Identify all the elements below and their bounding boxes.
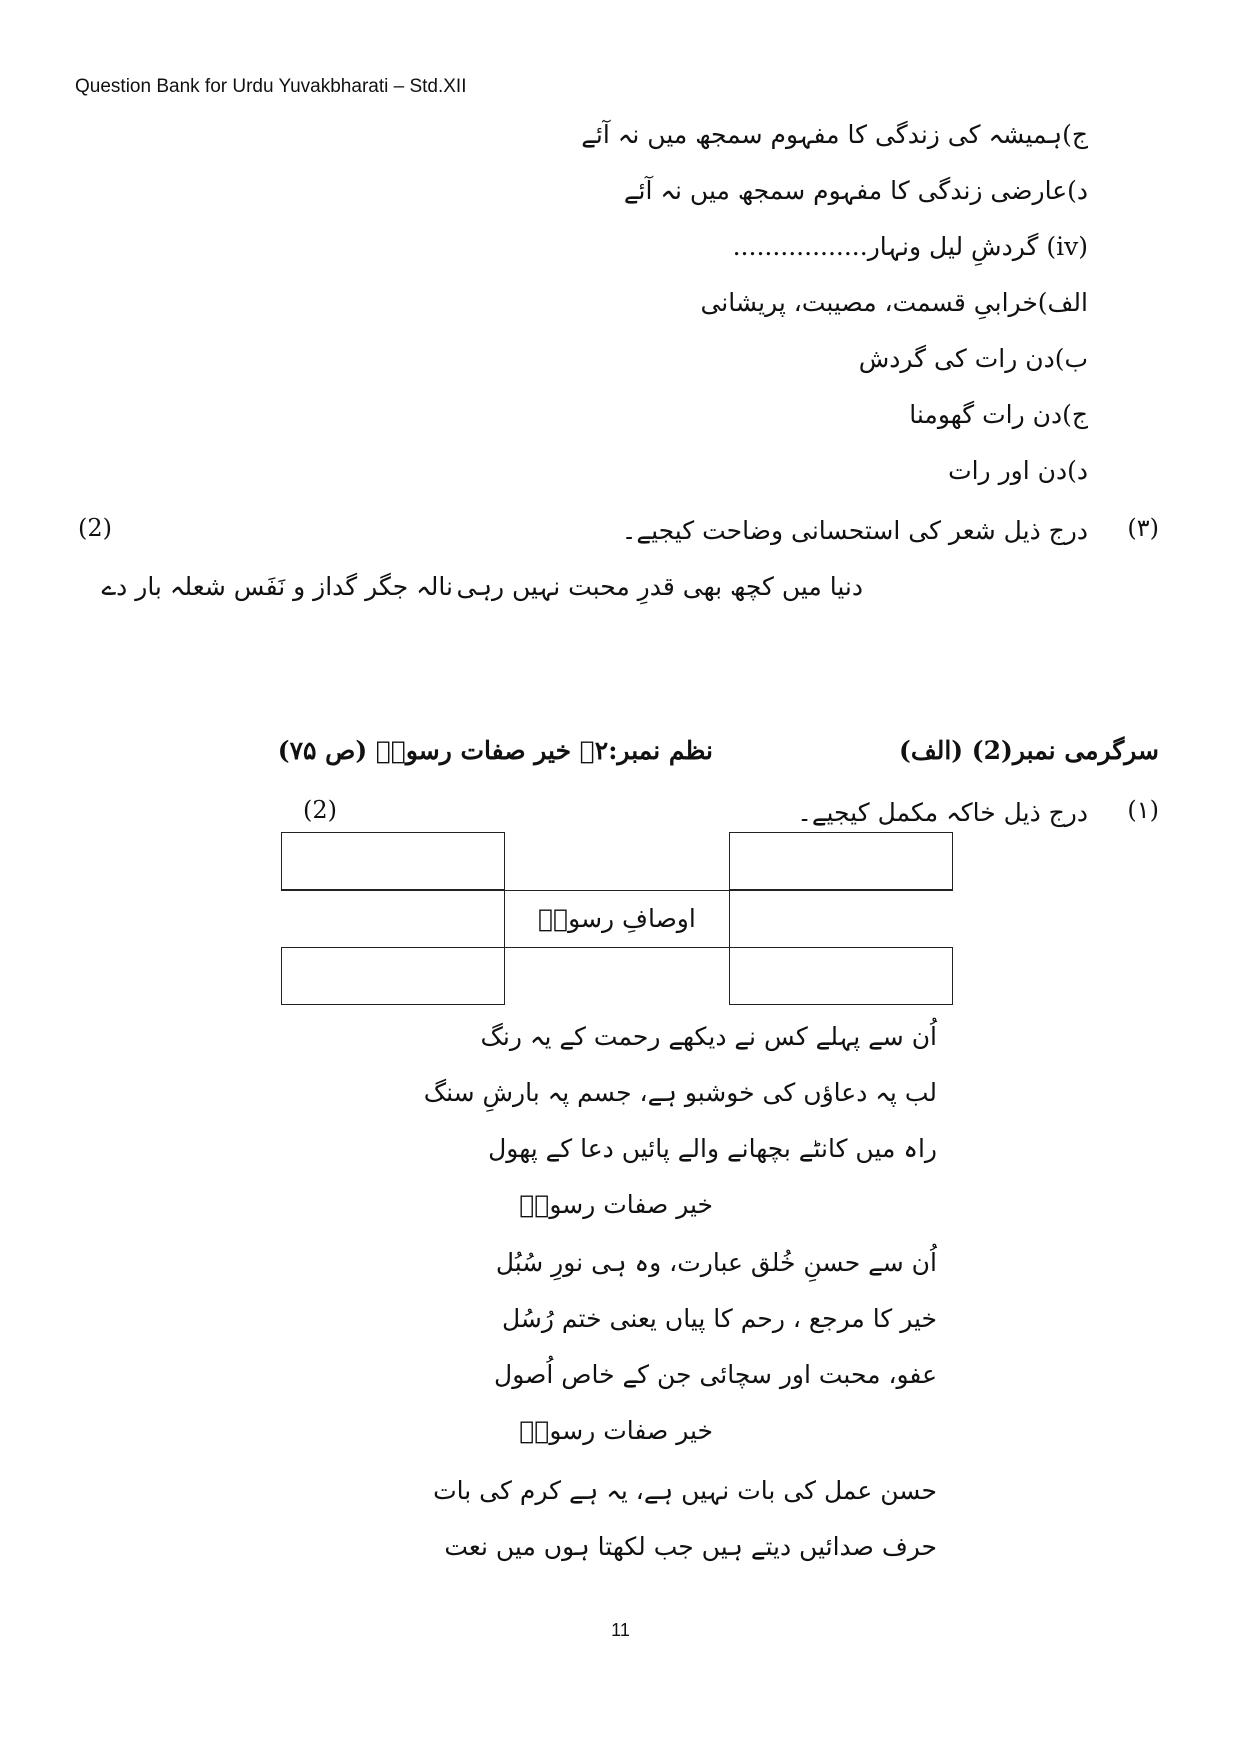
question-1-marks: (2) [303, 796, 337, 824]
blank-box-top-left[interactable] [281, 832, 505, 890]
option-iv-a: الف)خرابیِ قسمت، مصیبت، پریشانی [700, 288, 1088, 317]
connector-right [729, 889, 730, 948]
blank-box-bottom-right[interactable] [729, 947, 953, 1005]
question-1-text: درج ذیل خاکہ مکمل کیجیے۔ [797, 798, 1088, 827]
page-header: Question Bank for Urdu Yuvakbharati – Std.XII [75, 76, 467, 97]
poem-refrain: خیر صفات رسولؐ [519, 1416, 713, 1445]
page-number: 11 [611, 1620, 630, 1640]
connector-top [281, 890, 953, 891]
poem-line: اُن سے حسنِ خُلق عبارت، وہ ہی نورِ سُبُل [495, 1248, 937, 1277]
option-c: ج)ہمیشہ کی زندگی کا مفہوم سمجھ میں نہ آئے [581, 120, 1088, 149]
option-iv-b: ب)دن رات کی گردش [858, 344, 1088, 373]
poem-line: خیر کا مرجع ، رحم کا پیاں یعنی ختم رُسُل [502, 1304, 937, 1333]
poem-refrain: خیر صفات رسولؐ [519, 1190, 713, 1219]
poem-line: لب پہ دعاؤں کی خوشبو ہے، جسم پہ بارشِ سنگ [423, 1078, 937, 1107]
question-3-number: (۳) [1127, 514, 1159, 542]
poem-line: راہ میں کانٹے بچھانے والے پائیں دعا کے پھول [488, 1134, 937, 1163]
connector-bottom [281, 947, 953, 948]
poem-line: حسن عمل کی بات نہیں ہے، یہ ہے کرم کی بات [433, 1476, 937, 1505]
verse-second-line: نالہ جگر گداز و نَفَس شعلہ بار دے [101, 572, 453, 601]
question-3-text: درج ذیل شعر کی استحسانی وضاحت کیجیے۔ [621, 516, 1088, 545]
option-iv-d: د)دن اور رات [948, 456, 1088, 485]
option-d: د)عارضی زندگی کا مفہوم سمجھ میں نہ آئے [623, 176, 1088, 205]
question-1-number: (۱) [1127, 796, 1159, 824]
blank-box-bottom-left[interactable] [281, 947, 505, 1005]
poem-line: اُن سے پہلے کس نے دیکھے رحمت کے یہ رنگ [480, 1022, 937, 1051]
poem-title: نظم نمبر:۲۔ خیر صفات رسولؐ (ص ۷۵) [277, 736, 713, 765]
activity-label: سرگرمی نمبر(2) (الف) [899, 736, 1159, 765]
diagram-center-label: اوصافِ رسولؐ [538, 904, 696, 933]
verse-first-line: دنیا میں کچھ بھی قدرِ محبت نہیں رہی [456, 572, 863, 601]
poem-line: عفو، محبت اور سچائی جن کے خاص اُصول [494, 1360, 937, 1389]
option-iv-c: ج)دن رات گھومنا [909, 400, 1088, 429]
poem-line: حرف صدائیں دیتے ہیں جب لکھتا ہوں میں نعت [444, 1532, 937, 1561]
question-iv: (iv) گردشِ لیل ونہار................. [732, 232, 1088, 261]
question-3-marks: (2) [78, 514, 112, 542]
blank-box-top-right[interactable] [729, 832, 953, 890]
